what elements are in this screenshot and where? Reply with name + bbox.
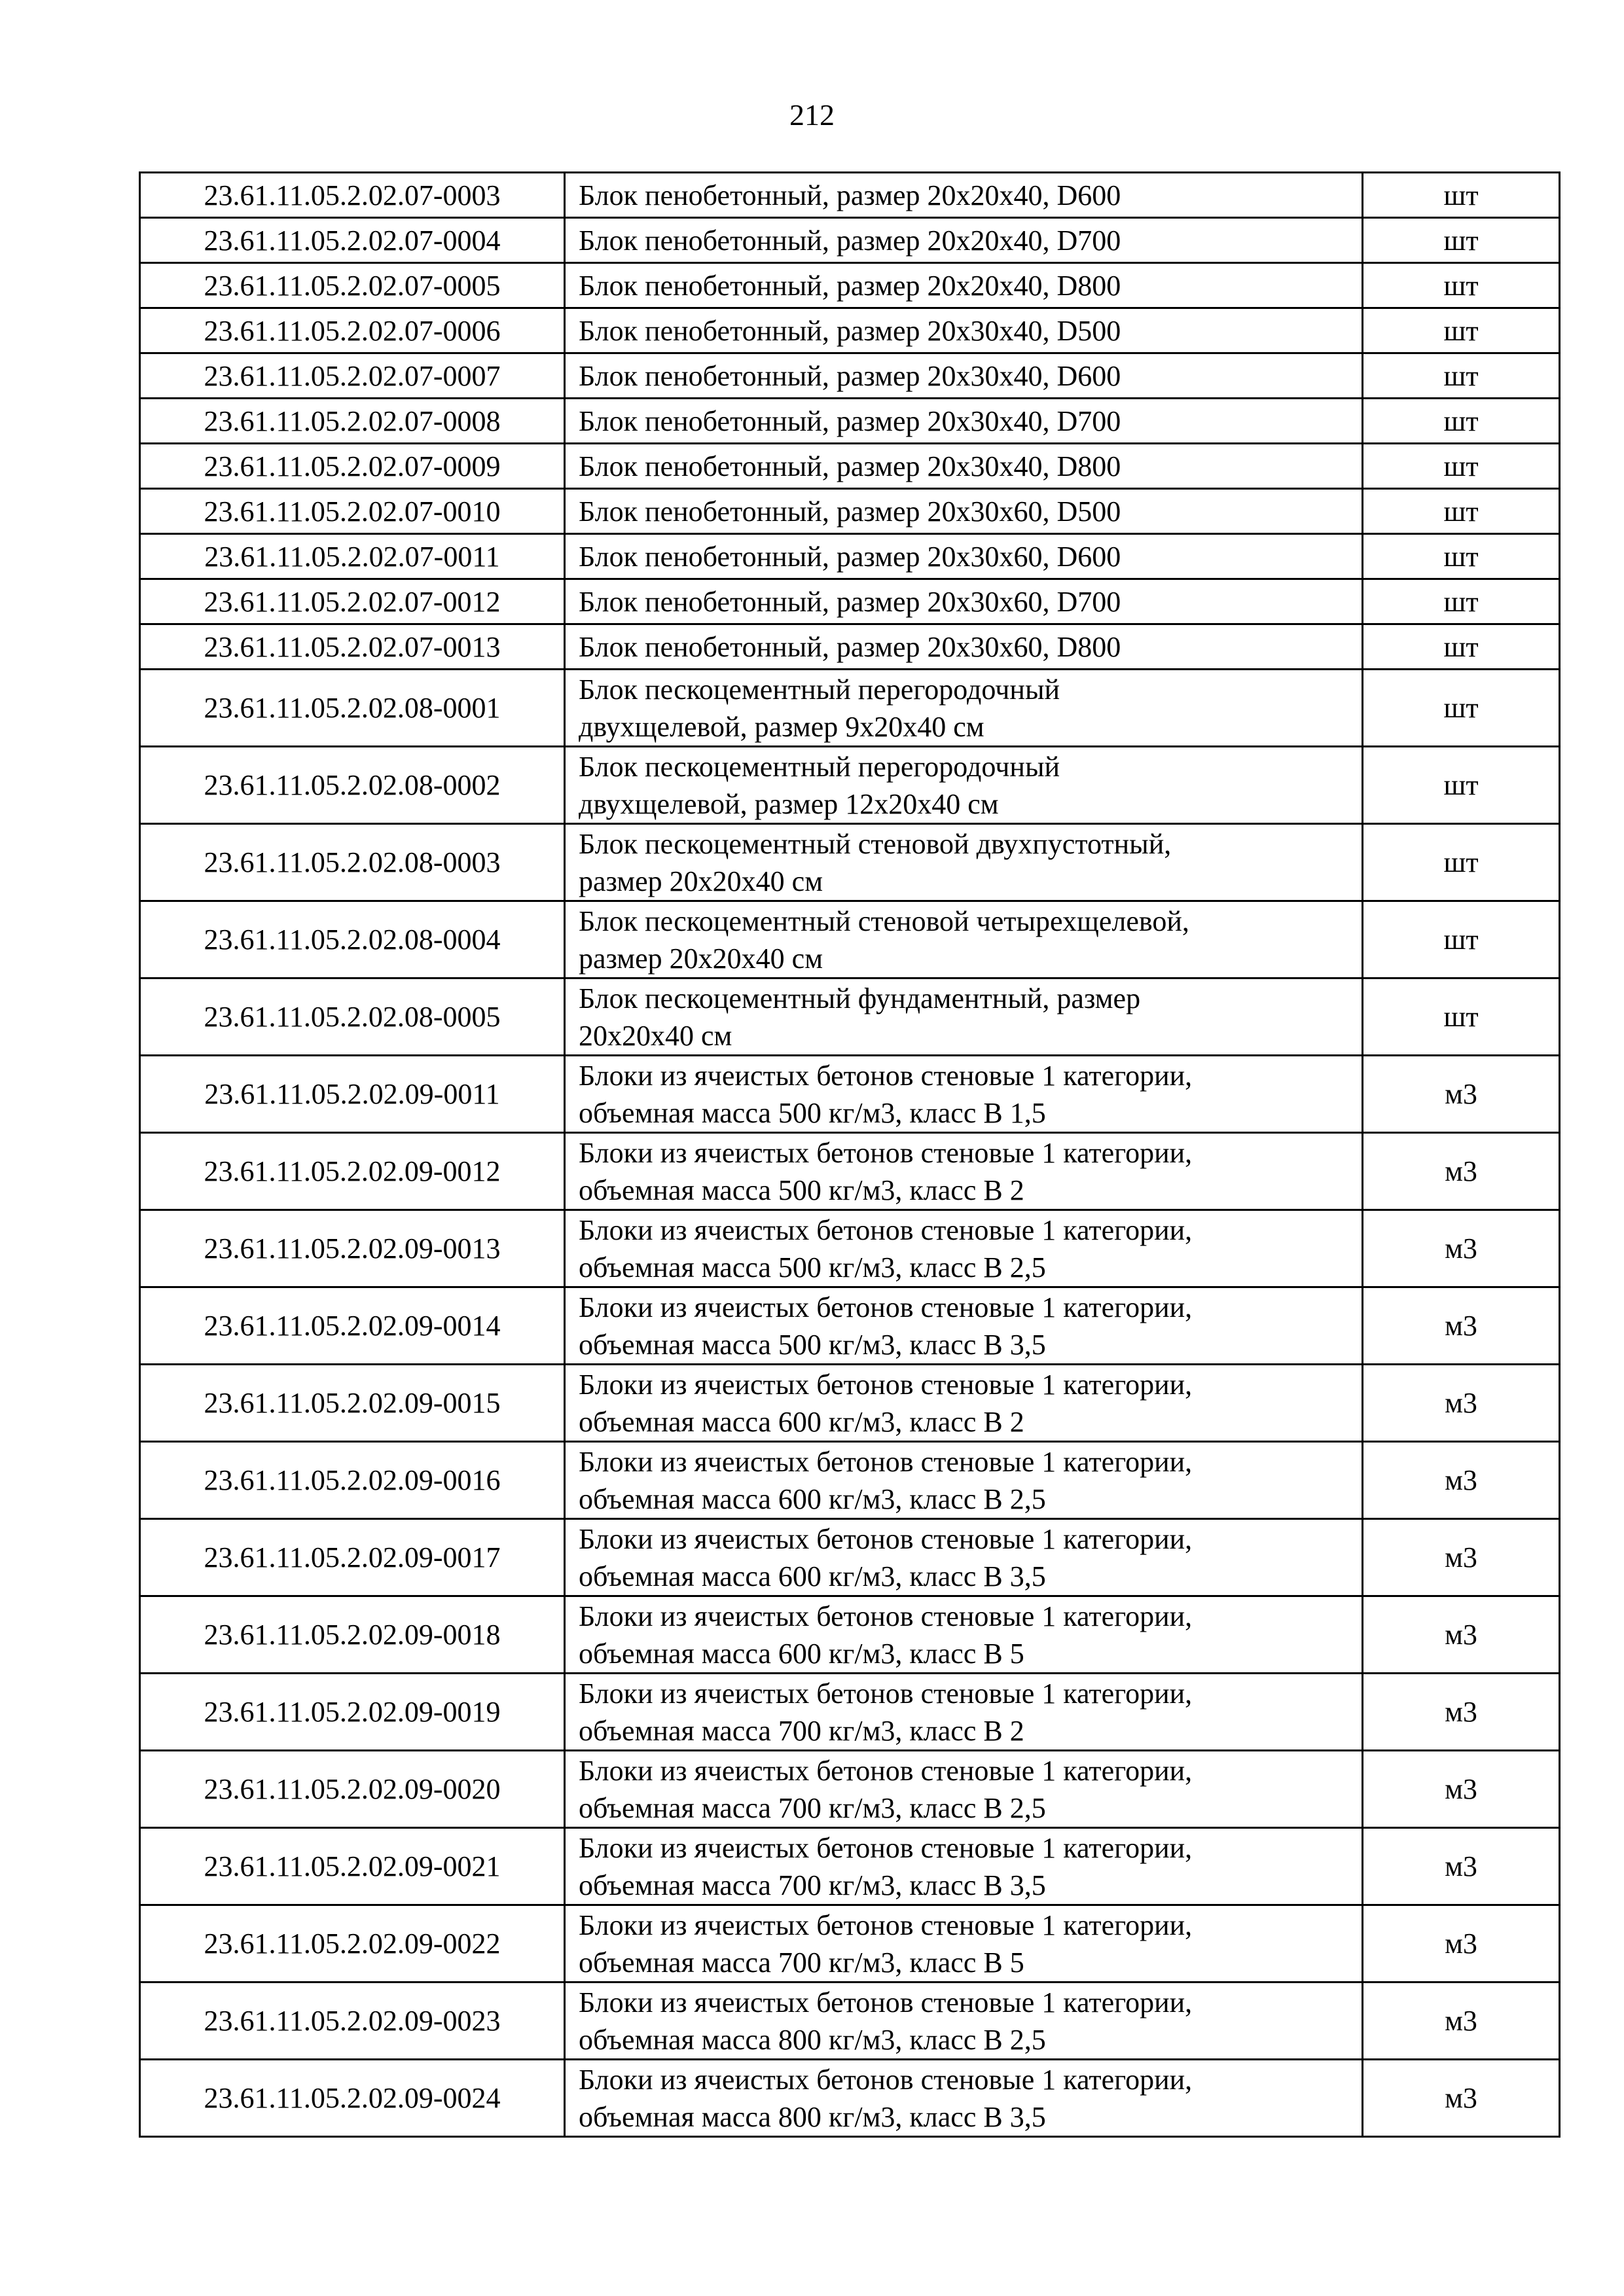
resource-name-line: объемная масса 500 кг/м3, класс В 3,5 [579, 1329, 1046, 1361]
resource-name-line: объемная масса 800 кг/м3, класс В 2,5 [579, 2024, 1046, 2056]
resource-name-line: двухщелевой, размер 9х20х40 см [579, 711, 984, 743]
resource-name [565, 1287, 1363, 1365]
resource-name-line: Блоки из ячеистых бетонов стеновые 1 категории, [579, 1291, 1193, 1323]
resource-name-line: Блоки из ячеистых бетонов стеновые 1 категории, [579, 1369, 1193, 1401]
resource-name: Блок пенобетонный, размер 20х30х60, D800 [565, 624, 1363, 670]
unit-of-measure: шт [1363, 399, 1560, 444]
resource-name-line: Блоки из ячеистых бетонов стеновые 1 категории, [579, 1677, 1193, 1710]
unit-of-measure: м3 [1363, 1133, 1560, 1210]
resource-code: 23.61.11.05.2.02.08-0004 [140, 901, 565, 978]
table-row [140, 901, 1560, 978]
unit-of-measure: шт [1363, 444, 1560, 489]
resource-name [565, 1982, 1363, 2060]
resource-code: 23.61.11.05.2.02.09-0022 [140, 1905, 565, 1982]
resource-name: Блок пенобетонный, размер 20х30х60, D500 [565, 489, 1363, 534]
resource-name [565, 901, 1363, 978]
resource-name [565, 978, 1363, 1056]
table-row [140, 747, 1560, 824]
unit-of-measure: м3 [1363, 1751, 1560, 1828]
resource-code: 23.61.11.05.2.02.08-0003 [140, 824, 565, 901]
table-body [140, 173, 1560, 2137]
unit-of-measure: шт [1363, 308, 1560, 353]
resource-code: 23.61.11.05.2.02.07-0004 [140, 218, 565, 263]
resource-name-line: объемная масса 700 кг/м3, класс В 3,5 [579, 1869, 1046, 1901]
resource-name-line: Блок пескоцементный стеновой двухпустотный, [579, 828, 1172, 860]
table-row [140, 670, 1560, 747]
resource-name: Блок пенобетонный, размер 20х20х40, D700 [565, 218, 1363, 263]
unit-of-measure: м3 [1363, 1674, 1560, 1751]
resource-name: Блок пенобетонный, размер 20х20х40, D800 [565, 263, 1363, 308]
resource-name [565, 1905, 1363, 1982]
unit-of-measure: м3 [1363, 1905, 1560, 1982]
resource-name [565, 824, 1363, 901]
resource-name [565, 1828, 1363, 1905]
resource-code: 23.61.11.05.2.02.09-0023 [140, 1982, 565, 2060]
resource-name: Блок пенобетонный, размер 20х30х40, D500 [565, 308, 1363, 353]
unit-of-measure: шт [1363, 624, 1560, 670]
table-row [140, 1442, 1560, 1519]
resource-name-line: 20х20х40 см [579, 1020, 732, 1052]
resource-name-line: объемная масса 700 кг/м3, класс В 2 [579, 1715, 1024, 1747]
resource-code: 23.61.11.05.2.02.09-0018 [140, 1596, 565, 1674]
unit-of-measure: м3 [1363, 1056, 1560, 1133]
resource-name [565, 1751, 1363, 1828]
page-number: 212 [789, 98, 835, 132]
resource-code: 23.61.11.05.2.02.07-0013 [140, 624, 565, 670]
unit-of-measure: м3 [1363, 1828, 1560, 1905]
resource-name-line: Блок пескоцементный стеновой четырехщелевой, [579, 905, 1189, 937]
resource-name-line: Блоки из ячеистых бетонов стеновые 1 категории, [579, 1755, 1193, 1787]
resource-code: 23.61.11.05.2.02.09-0019 [140, 1674, 565, 1751]
resource-name-line: объемная масса 500 кг/м3, класс В 2,5 [579, 1251, 1046, 1283]
resource-code: 23.61.11.05.2.02.07-0009 [140, 444, 565, 489]
table-row [140, 1287, 1560, 1365]
unit-of-measure: м3 [1363, 1982, 1560, 2060]
resource-name: Блок пенобетонный, размер 20х20х40, D600 [565, 173, 1363, 218]
resource-name-line: объемная масса 700 кг/м3, класс В 2,5 [579, 1792, 1046, 1824]
unit-of-measure: м3 [1363, 1596, 1560, 1674]
resource-name-line: Блок пескоцементный перегородочный [579, 751, 1060, 783]
unit-of-measure: шт [1363, 489, 1560, 534]
unit-of-measure: шт [1363, 579, 1560, 624]
unit-of-measure: шт [1363, 353, 1560, 399]
table-row [140, 263, 1560, 308]
resource-name: Блок пенобетонный, размер 20х30х60, D700 [565, 579, 1363, 624]
table-row [140, 353, 1560, 399]
unit-of-measure: шт [1363, 218, 1560, 263]
resource-code: 23.61.11.05.2.02.09-0011 [140, 1056, 565, 1133]
resource-name-line: Блок пескоцементный перегородочный [579, 673, 1060, 706]
resource-code: 23.61.11.05.2.02.09-0024 [140, 2060, 565, 2137]
table-row [140, 308, 1560, 353]
resource-name [565, 1365, 1363, 1442]
resource-name-line: объемная масса 600 кг/м3, класс В 2,5 [579, 1483, 1046, 1515]
resource-code: 23.61.11.05.2.02.09-0021 [140, 1828, 565, 1905]
unit-of-measure: шт [1363, 824, 1560, 901]
unit-of-measure: шт [1363, 747, 1560, 824]
resource-code: 23.61.11.05.2.02.07-0005 [140, 263, 565, 308]
resource-name-line: Блок пескоцементный фундаментный, размер [579, 982, 1141, 1014]
resource-name-line: Блоки из ячеистых бетонов стеновые 1 категории, [579, 1446, 1193, 1478]
table-row [140, 624, 1560, 670]
resource-code: 23.61.11.05.2.02.09-0014 [140, 1287, 565, 1365]
resource-name-line: объемная масса 600 кг/м3, класс В 3,5 [579, 1560, 1046, 1592]
resource-code: 23.61.11.05.2.02.09-0013 [140, 1210, 565, 1287]
table-row [140, 1056, 1560, 1133]
resource-code: 23.61.11.05.2.02.07-0011 [140, 534, 565, 579]
resource-name [565, 1674, 1363, 1751]
table-row [140, 1519, 1560, 1596]
resource-code: 23.61.11.05.2.02.09-0012 [140, 1133, 565, 1210]
resource-code: 23.61.11.05.2.02.09-0020 [140, 1751, 565, 1828]
resource-name-line: размер 20х20х40 см [579, 942, 823, 975]
unit-of-measure: шт [1363, 263, 1560, 308]
resource-code: 23.61.11.05.2.02.07-0008 [140, 399, 565, 444]
table-row [140, 1210, 1560, 1287]
resource-name [565, 1442, 1363, 1519]
resource-code: 23.61.11.05.2.02.07-0007 [140, 353, 565, 399]
table-row [140, 1365, 1560, 1442]
resource-code: 23.61.11.05.2.02.09-0017 [140, 1519, 565, 1596]
resource-code: 23.61.11.05.2.02.08-0002 [140, 747, 565, 824]
table-row [140, 534, 1560, 579]
table-row [140, 1751, 1560, 1828]
table-row [140, 1905, 1560, 1982]
unit-of-measure: шт [1363, 173, 1560, 218]
resource-code: 23.61.11.05.2.02.07-0012 [140, 579, 565, 624]
table-row [140, 1674, 1560, 1751]
resource-name-line: размер 20х20х40 см [579, 865, 823, 897]
table-row [140, 1133, 1560, 1210]
resource-name [565, 670, 1363, 747]
unit-of-measure: шт [1363, 901, 1560, 978]
resource-name-line: Блоки из ячеистых бетонов стеновые 1 категории, [579, 1986, 1193, 2018]
resource-name-line: двухщелевой, размер 12х20х40 см [579, 788, 999, 820]
resource-code: 23.61.11.05.2.02.08-0005 [140, 978, 565, 1056]
resource-code: 23.61.11.05.2.02.09-0016 [140, 1442, 565, 1519]
resource-name [565, 747, 1363, 824]
table-row [140, 1982, 1560, 2060]
resource-name-line: объемная масса 600 кг/м3, класс В 2 [579, 1406, 1024, 1438]
resource-code: 23.61.11.05.2.02.07-0003 [140, 173, 565, 218]
resource-name: Блок пенобетонный, размер 20х30х40, D700 [565, 399, 1363, 444]
unit-of-measure: м3 [1363, 1442, 1560, 1519]
resource-name-line: Блоки из ячеистых бетонов стеновые 1 категории, [579, 1214, 1193, 1246]
table-row [140, 1828, 1560, 1905]
resource-name [565, 1056, 1363, 1133]
table-row [140, 579, 1560, 624]
resource-name: Блок пенобетонный, размер 20х30х40, D600 [565, 353, 1363, 399]
resource-name-line: Блоки из ячеистых бетонов стеновые 1 категории, [579, 1060, 1193, 1092]
resource-name [565, 1596, 1363, 1674]
resource-name-line: объемная масса 700 кг/м3, класс В 5 [579, 1946, 1024, 1979]
resource-name-line: Блоки из ячеистых бетонов стеновые 1 категории, [579, 1832, 1193, 1864]
unit-of-measure: м3 [1363, 1210, 1560, 1287]
unit-of-measure: м3 [1363, 1519, 1560, 1596]
resource-code: 23.61.11.05.2.02.07-0006 [140, 308, 565, 353]
unit-of-measure: м3 [1363, 1365, 1560, 1442]
unit-of-measure: шт [1363, 534, 1560, 579]
resource-name-line: объемная масса 500 кг/м3, класс В 2 [579, 1174, 1024, 1206]
unit-of-measure: шт [1363, 670, 1560, 747]
table-row [140, 489, 1560, 534]
resource-name-line: Блоки из ячеистых бетонов стеновые 1 категории, [579, 1137, 1193, 1169]
resource-name-line: объемная масса 500 кг/м3, класс В 1,5 [579, 1097, 1046, 1129]
resource-name-line: Блоки из ячеистых бетонов стеновые 1 категории, [579, 1909, 1193, 1941]
resource-table [139, 171, 1561, 2138]
resource-name: Блок пенобетонный, размер 20х30х60, D600 [565, 534, 1363, 579]
unit-of-measure: шт [1363, 978, 1560, 1056]
table-row [140, 1596, 1560, 1674]
table-row [140, 399, 1560, 444]
resource-code: 23.61.11.05.2.02.08-0001 [140, 670, 565, 747]
resource-name-line: Блоки из ячеистых бетонов стеновые 1 категории, [579, 1523, 1193, 1555]
resource-code: 23.61.11.05.2.02.07-0010 [140, 489, 565, 534]
resource-name [565, 1519, 1363, 1596]
unit-of-measure: м3 [1363, 2060, 1560, 2137]
table-row [140, 173, 1560, 218]
table-row [140, 978, 1560, 1056]
resource-code: 23.61.11.05.2.02.09-0015 [140, 1365, 565, 1442]
table-row [140, 824, 1560, 901]
unit-of-measure: м3 [1363, 1287, 1560, 1365]
table-row [140, 2060, 1560, 2137]
resource-name [565, 1210, 1363, 1287]
resource-name-line: объемная масса 600 кг/м3, класс В 5 [579, 1638, 1024, 1670]
table-row [140, 444, 1560, 489]
resource-name-line: объемная масса 800 кг/м3, класс В 3,5 [579, 2101, 1046, 2133]
resource-name-line: Блоки из ячеистых бетонов стеновые 1 категории, [579, 1600, 1193, 1632]
resource-name: Блок пенобетонный, размер 20х30х40, D800 [565, 444, 1363, 489]
resource-name-line: Блоки из ячеистых бетонов стеновые 1 категории, [579, 2064, 1193, 2096]
table-row [140, 218, 1560, 263]
resource-name [565, 1133, 1363, 1210]
resource-name [565, 2060, 1363, 2137]
